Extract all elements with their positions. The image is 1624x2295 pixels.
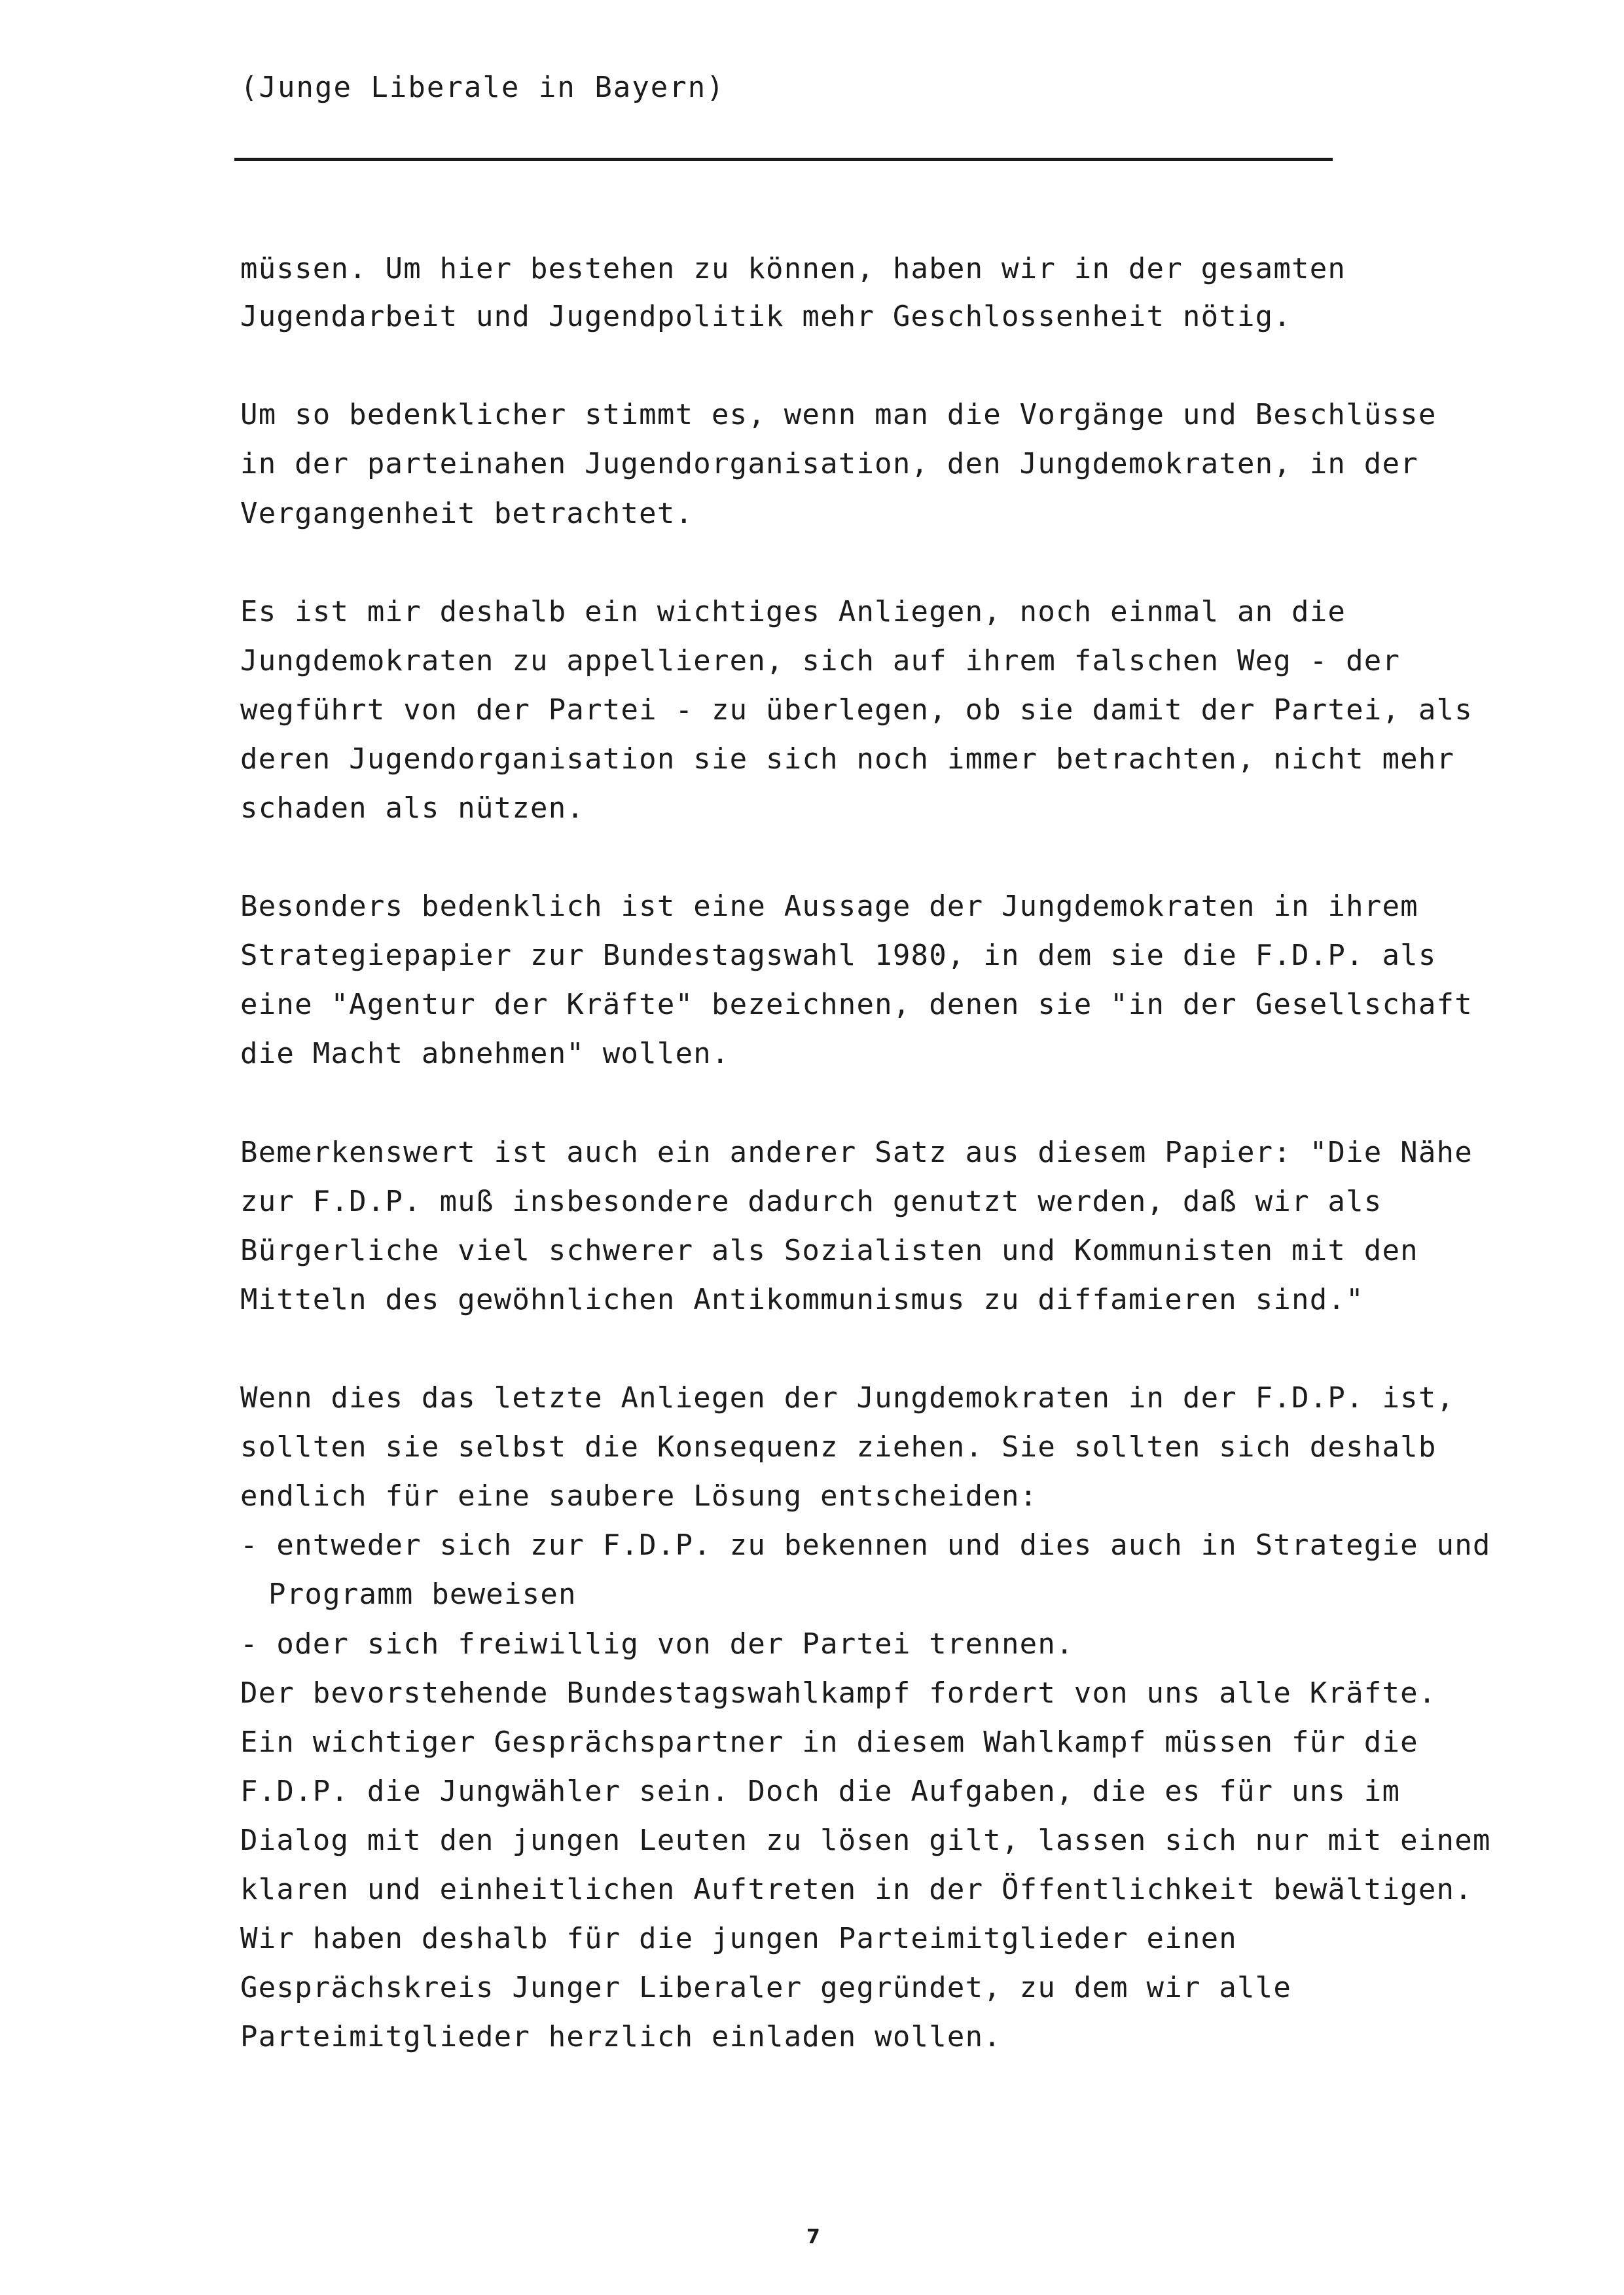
text-line: zur F.D.P. muß insbesondere dadurch genutzt werden, daß wir als: [240, 1185, 1382, 1218]
text-line: Bürgerliche viel schwerer als Sozialisten und Kommunisten mit den: [240, 1234, 1418, 1267]
text-line: eine "Agentur der Kräfte" bezeichnen, denen sie "in der Gesellschaft: [240, 988, 1473, 1021]
text-line: müssen. Um hier bestehen zu können, haben wir in der gesamten: [240, 252, 1346, 285]
text-line: Jungdemokraten zu appellieren, sich auf ihrem falschen Weg - der: [240, 644, 1401, 678]
text-line: klaren und einheitlichen Auftreten in der Öffentlichkeit bewältigen.: [240, 1873, 1473, 1906]
text-line: Wenn dies das letzte Anliegen der Jungdemokraten in der F.D.P. ist,: [240, 1381, 1455, 1415]
text-line: Parteimitglieder herzlich einladen wollen.: [240, 2020, 1001, 2053]
text-line: Besonders bedenklich ist eine Aussage der Jungdemokraten in ihrem: [240, 890, 1418, 923]
text-line: Bemerkenswert ist auch ein anderer Satz aus diesem Papier: "Die Nähe: [240, 1136, 1473, 1169]
list-item: - oder sich freiwillig von der Partei trennen.: [240, 1627, 1074, 1661]
text-line: deren Jugendorganisation sie sich noch immer betrachten, nicht mehr: [240, 742, 1455, 776]
list-item: - entweder sich zur F.D.P. zu bekennen und dies auch in Strategie und: [240, 1528, 1491, 1562]
text-line: schaden als nützen.: [240, 791, 585, 825]
text-line: Wir haben deshalb für die jungen Parteimitglieder einen: [240, 1922, 1237, 1955]
page-number: 7: [806, 2226, 820, 2249]
text-line: sollten sie selbst die Konsequenz ziehen. Sie sollten sich deshalb: [240, 1430, 1437, 1464]
page-header-title: (Junge Liberale in Bayern): [240, 71, 725, 104]
text-line: Vergangenheit betrachtet.: [240, 497, 694, 530]
text-line: Jugendarbeit und Jugendpolitik mehr Geschlossenheit nötig.: [240, 300, 1292, 333]
text-line: Gesprächskreis Junger Liberaler gegründet, zu dem wir alle: [240, 1971, 1292, 2004]
text-line: wegführt von der Partei - zu überlegen, ob sie damit der Partei, als: [240, 693, 1473, 727]
text-line: in der parteinahen Jugendorganisation, den Jungdemokraten, in der: [240, 447, 1418, 480]
list-item-continuation: Programm beweisen: [268, 1578, 577, 1611]
text-line: Dialog mit den jungen Leuten zu lösen gilt, lassen sich nur mit einem: [240, 1824, 1491, 1857]
text-line: Es ist mir deshalb ein wichtiges Anliegen, noch einmal an die: [240, 595, 1346, 628]
header-divider: [234, 158, 1333, 161]
text-line: Der bevorstehende Bundestagswahlkampf fordert von uns alle Kräfte.: [240, 1676, 1437, 1710]
text-line: Um so bedenklicher stimmt es, wenn man die Vorgänge und Beschlüsse: [240, 398, 1437, 431]
text-line: Ein wichtiger Gesprächspartner in diesem Wahlkampf müssen für die: [240, 1726, 1418, 1759]
text-line: die Macht abnehmen" wollen.: [240, 1037, 730, 1070]
text-line: endlich für eine saubere Lösung entscheiden:: [240, 1479, 1038, 1513]
text-line: Strategiepapier zur Bundestagswahl 1980, in dem sie die F.D.P. als: [240, 939, 1437, 972]
text-line: Mitteln des gewöhnlichen Antikommunismus zu diffamieren sind.": [240, 1283, 1364, 1316]
text-line: F.D.P. die Jungwähler sein. Doch die Aufgaben, die es für uns im: [240, 1775, 1401, 1808]
